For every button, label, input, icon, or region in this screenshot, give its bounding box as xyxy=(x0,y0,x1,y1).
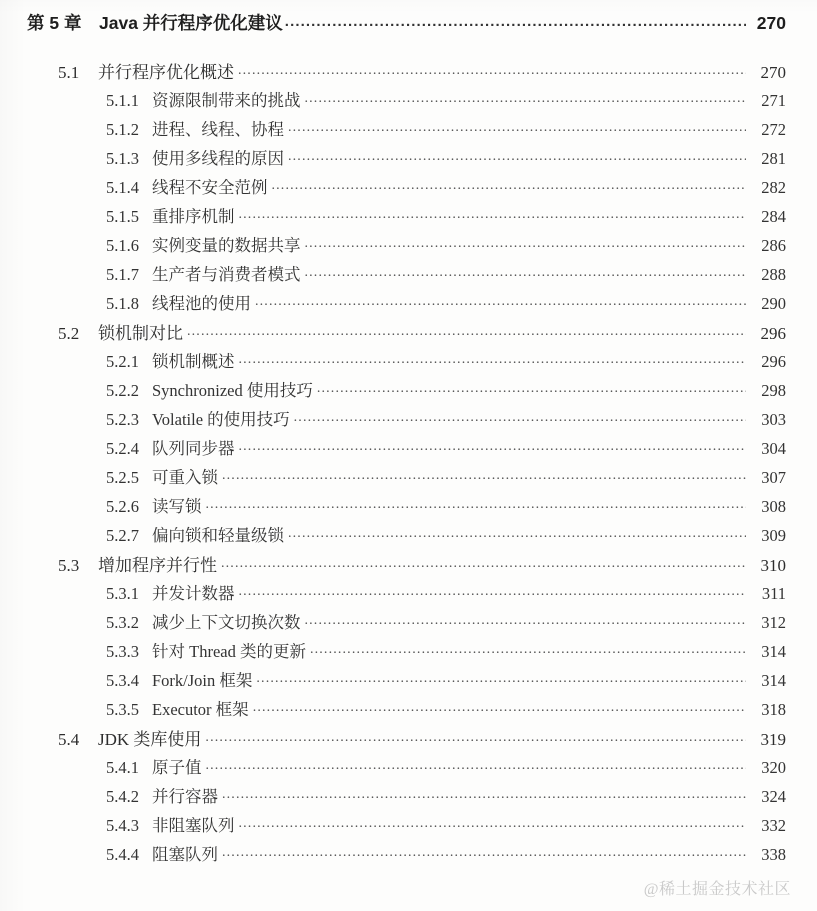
entry-number: 5.1.2 xyxy=(106,120,139,139)
entry-number: 5.1 xyxy=(58,63,80,82)
entry-number: 5.2.1 xyxy=(106,352,139,371)
entry-title: JDK 类库使用 xyxy=(98,730,202,749)
entry-page-number: 286 xyxy=(761,236,786,255)
toc-entry-5.1[interactable] xyxy=(0,58,817,87)
entry-page-number: 308 xyxy=(761,497,786,516)
toc-entry-5.2.5[interactable] xyxy=(0,464,817,493)
entry-title: Volatile 的使用技巧 xyxy=(152,410,290,429)
entry-page-number: 290 xyxy=(761,294,786,313)
entry-number: 5.3.3 xyxy=(106,642,139,661)
entry-page-number: 319 xyxy=(760,730,786,749)
dot-leader xyxy=(239,815,747,832)
toc-entry-5.2.1[interactable] xyxy=(0,348,817,377)
entry-page-number: 281 xyxy=(761,149,786,168)
toc-entry-5.4.2[interactable] xyxy=(0,783,817,812)
entry-title: 进程、线程、协程 xyxy=(152,120,284,139)
entry-page-number: 338 xyxy=(761,845,786,864)
dot-leader xyxy=(272,177,747,194)
toc-entry-5.3.2[interactable] xyxy=(0,609,817,638)
entry-page-number: 307 xyxy=(761,468,786,487)
toc-entry-5.2.4[interactable] xyxy=(0,435,817,464)
dot-leader xyxy=(305,90,747,107)
entry-title: 偏向锁和轻量级锁 xyxy=(152,526,284,545)
entry-page-number: 296 xyxy=(761,352,786,371)
entry-number: 5.2.3 xyxy=(106,410,139,429)
toc-entry-5.2.3[interactable] xyxy=(0,406,817,435)
toc-entry-5.3[interactable] xyxy=(0,551,817,580)
entry-number: 5.1.7 xyxy=(106,265,139,284)
toc-entry-5.1.7[interactable] xyxy=(0,261,817,290)
entry-number: 5.1.4 xyxy=(106,178,139,197)
entry-page-number: 332 xyxy=(761,816,786,835)
dot-leader xyxy=(305,612,747,629)
entry-page-number: 310 xyxy=(760,556,786,575)
dot-leader xyxy=(239,351,747,368)
entry-number: 5.4.4 xyxy=(106,845,139,864)
entry-number: 5.2.5 xyxy=(106,468,139,487)
toc-section-list xyxy=(0,58,817,870)
entry-number: 5.2.2 xyxy=(106,381,139,400)
entry-page-number: 324 xyxy=(761,787,786,806)
entry-title: 实例变量的数据共享 xyxy=(152,236,301,255)
entry-title: Fork/Join 框架 xyxy=(152,671,253,690)
toc-entry-5.4[interactable] xyxy=(0,725,817,754)
entry-title: 队列同步器 xyxy=(152,439,235,458)
dot-leader xyxy=(317,380,746,397)
entry-number: 5.2.7 xyxy=(106,526,139,545)
toc-entry-5.2.6[interactable] xyxy=(0,493,817,522)
toc-entry-5.1.6[interactable] xyxy=(0,232,817,261)
chapter-title: Java 并行程序优化建议 xyxy=(99,13,283,33)
entry-title: 资源限制带来的挑战 xyxy=(152,91,301,110)
toc-entry-5.4.3[interactable] xyxy=(0,812,817,841)
dot-leader xyxy=(187,322,746,339)
entry-title: 锁机制概述 xyxy=(152,352,235,371)
entry-number: 5.4.1 xyxy=(106,758,139,777)
entry-title: Synchronized 使用技巧 xyxy=(152,381,313,400)
chapter-spacer xyxy=(0,40,817,58)
entry-page-number: 311 xyxy=(761,584,786,603)
chapter-number: 第 5 章 xyxy=(27,13,82,33)
entry-page-number: 312 xyxy=(761,613,786,632)
entry-title: 线程不安全范例 xyxy=(152,178,268,197)
entry-title: Executor 框架 xyxy=(152,700,249,719)
dot-leader xyxy=(239,583,747,600)
dot-leader xyxy=(206,757,747,774)
entry-number: 5.3.5 xyxy=(106,700,139,719)
toc-entry-5.1.5[interactable] xyxy=(0,203,817,232)
toc-entry-5.1.1[interactable] xyxy=(0,87,817,116)
entry-number: 5.2 xyxy=(58,324,80,343)
dot-leader xyxy=(222,844,746,861)
watermark-label: @稀土掘金技术社区 xyxy=(643,881,791,898)
dot-leader xyxy=(222,786,746,803)
toc-entry-5.3.3[interactable] xyxy=(0,638,817,667)
entry-title: 锁机制对比 xyxy=(98,324,183,343)
entry-number: 5.1.3 xyxy=(106,149,139,168)
toc-entry-5.4.4[interactable] xyxy=(0,841,817,870)
toc-chapter-entry[interactable] xyxy=(0,0,817,40)
dot-leader xyxy=(222,467,746,484)
entry-number: 5.4 xyxy=(58,730,80,749)
dot-leader xyxy=(206,496,747,513)
toc-entry-5.3.1[interactable] xyxy=(0,580,817,609)
entry-title: 并行程序优化概述 xyxy=(98,63,234,82)
entry-title: 非阻塞队列 xyxy=(152,816,235,835)
entry-page-number: 296 xyxy=(760,324,786,343)
entry-title: 可重入锁 xyxy=(152,468,218,487)
toc-entry-5.2.7[interactable] xyxy=(0,522,817,551)
toc-entry-5.3.5[interactable] xyxy=(0,696,817,725)
toc-entry-5.1.4[interactable] xyxy=(0,174,817,203)
entry-number: 5.1.8 xyxy=(106,294,139,313)
entry-title: 针对 Thread 类的更新 xyxy=(152,642,306,661)
entry-title: 使用多线程的原因 xyxy=(152,149,284,168)
entry-number: 5.3 xyxy=(58,556,80,575)
entry-number: 5.2.4 xyxy=(106,439,139,458)
entry-title: 原子值 xyxy=(152,758,202,777)
toc-entry-5.4.1[interactable] xyxy=(0,754,817,783)
entry-page-number: 298 xyxy=(761,381,786,400)
dot-leader xyxy=(288,148,746,165)
dot-leader xyxy=(221,554,746,571)
dot-leader xyxy=(255,293,746,310)
entry-number: 5.3.4 xyxy=(106,671,139,690)
entry-title: 并发计数器 xyxy=(152,584,235,603)
dot-leader xyxy=(253,699,746,716)
dot-leader xyxy=(294,409,746,426)
entry-number: 5.4.3 xyxy=(106,816,139,835)
entry-title: 减少上下文切换次数 xyxy=(152,613,301,632)
toc-entry-5.1.3[interactable] xyxy=(0,145,817,174)
toc-entry-5.2.2[interactable] xyxy=(0,377,817,406)
toc-entry-5.1.2[interactable] xyxy=(0,116,817,145)
entry-page-number: 284 xyxy=(761,207,786,226)
dot-leader xyxy=(288,119,746,136)
entry-page-number: 288 xyxy=(761,265,786,284)
entry-page-number: 272 xyxy=(761,120,786,139)
entry-title: 读写锁 xyxy=(152,497,202,516)
entry-page-number: 303 xyxy=(761,410,786,429)
toc-entry-5.2[interactable] xyxy=(0,319,817,348)
entry-page-number: 309 xyxy=(761,526,786,545)
entry-number: 5.1.1 xyxy=(106,91,139,110)
dot-leader xyxy=(239,206,747,223)
entry-title: 增加程序并行性 xyxy=(98,556,217,575)
entry-title: 线程池的使用 xyxy=(152,294,251,313)
entry-page-number: 270 xyxy=(760,63,786,82)
entry-page-number: 318 xyxy=(761,700,786,719)
entry-number: 5.1.5 xyxy=(106,207,139,226)
entry-page-number: 320 xyxy=(761,758,786,777)
entry-number: 5.3.1 xyxy=(106,584,139,603)
entry-number: 5.1.6 xyxy=(106,236,139,255)
dot-leader xyxy=(285,12,746,30)
entry-page-number: 282 xyxy=(761,178,786,197)
dot-leader xyxy=(310,641,746,658)
toc-entry-5.1.8[interactable] xyxy=(0,290,817,319)
entry-page-number: 314 xyxy=(761,642,786,661)
chapter-page-number: 270 xyxy=(756,13,786,33)
entry-page-number: 304 xyxy=(761,439,786,458)
dot-leader xyxy=(305,264,747,281)
entry-number: 5.3.2 xyxy=(106,613,139,632)
dot-leader xyxy=(305,235,747,252)
entry-number: 5.4.2 xyxy=(106,787,139,806)
entry-number: 5.2.6 xyxy=(106,497,139,516)
toc-entry-5.3.4[interactable] xyxy=(0,667,817,696)
entry-page-number: 314 xyxy=(761,671,786,690)
entry-title: 阻塞队列 xyxy=(152,845,218,864)
dot-leader xyxy=(288,525,746,542)
dot-leader xyxy=(239,438,747,455)
entry-title: 并行容器 xyxy=(152,787,218,806)
dot-leader xyxy=(238,61,746,78)
entry-title: 重排序机制 xyxy=(152,207,235,226)
entry-page-number: 271 xyxy=(761,91,786,110)
entry-title: 生产者与消费者模式 xyxy=(152,265,301,284)
dot-leader xyxy=(205,728,746,745)
dot-leader xyxy=(256,670,746,687)
